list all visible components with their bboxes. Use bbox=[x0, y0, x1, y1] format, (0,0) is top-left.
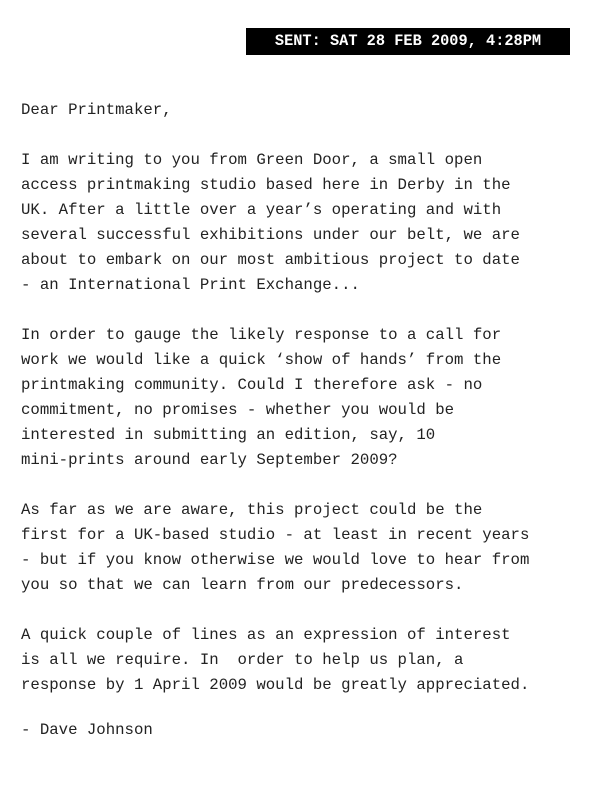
signature-spacer bbox=[21, 698, 591, 718]
paragraph-line: printmaking community. Could I therefore ask - no bbox=[21, 376, 483, 394]
paragraph-spacer bbox=[21, 298, 591, 323]
paragraph-line: I am writing to you from Green Door, a small open bbox=[21, 151, 483, 169]
paragraph-line: first for a UK-based studio - at least in recent years bbox=[21, 526, 530, 544]
paragraph-2 bbox=[21, 323, 591, 473]
paragraph-line: is all we require. In order to help us plan, a bbox=[21, 651, 464, 669]
paragraph-line: In order to gauge the likely response to a call for bbox=[21, 326, 502, 344]
paragraph-line: A quick couple of lines as an expression of interest bbox=[21, 626, 511, 644]
paragraph-line: about to embark on our most ambitious project to date bbox=[21, 251, 520, 269]
paragraph-line: commitment, no promises - whether you would be bbox=[21, 401, 455, 419]
sent-timestamp-badge: SENT: SAT 28 FEB 2009, 4:28PM bbox=[246, 28, 570, 55]
paragraph-spacer bbox=[21, 473, 591, 498]
paragraph-1 bbox=[21, 148, 591, 298]
paragraph-line: - but if you know otherwise we would love to hear from bbox=[21, 551, 530, 569]
paragraph-spacer bbox=[21, 123, 591, 148]
paragraph-line: work we would like a quick ‘show of hands’ from the bbox=[21, 351, 502, 369]
paragraph-spacer bbox=[21, 598, 591, 623]
paragraph-line: As far as we are aware, this project could be the bbox=[21, 501, 483, 519]
paragraph-line: several successful exhibitions under our belt, we are bbox=[21, 226, 520, 244]
salutation: Dear Printmaker, bbox=[21, 101, 172, 119]
paragraph-4 bbox=[21, 623, 591, 698]
paragraph-3 bbox=[21, 498, 591, 598]
paragraph-line: interested in submitting an edition, say, 10 bbox=[21, 426, 436, 444]
paragraph-line: response by 1 April 2009 would be greatly appreciated. bbox=[21, 676, 530, 694]
signature: - Dave Johnson bbox=[21, 721, 153, 739]
paragraph-line: UK. After a little over a year’s operating and with bbox=[21, 201, 502, 219]
paragraph-line: mini-prints around early September 2009? bbox=[21, 451, 398, 469]
paragraph-line: - an International Print Exchange... bbox=[21, 276, 360, 294]
paragraph-line: you so that we can learn from our predecessors. bbox=[21, 576, 464, 594]
letter-body bbox=[21, 98, 591, 743]
paragraph-line: access printmaking studio based here in Derby in the bbox=[21, 176, 511, 194]
